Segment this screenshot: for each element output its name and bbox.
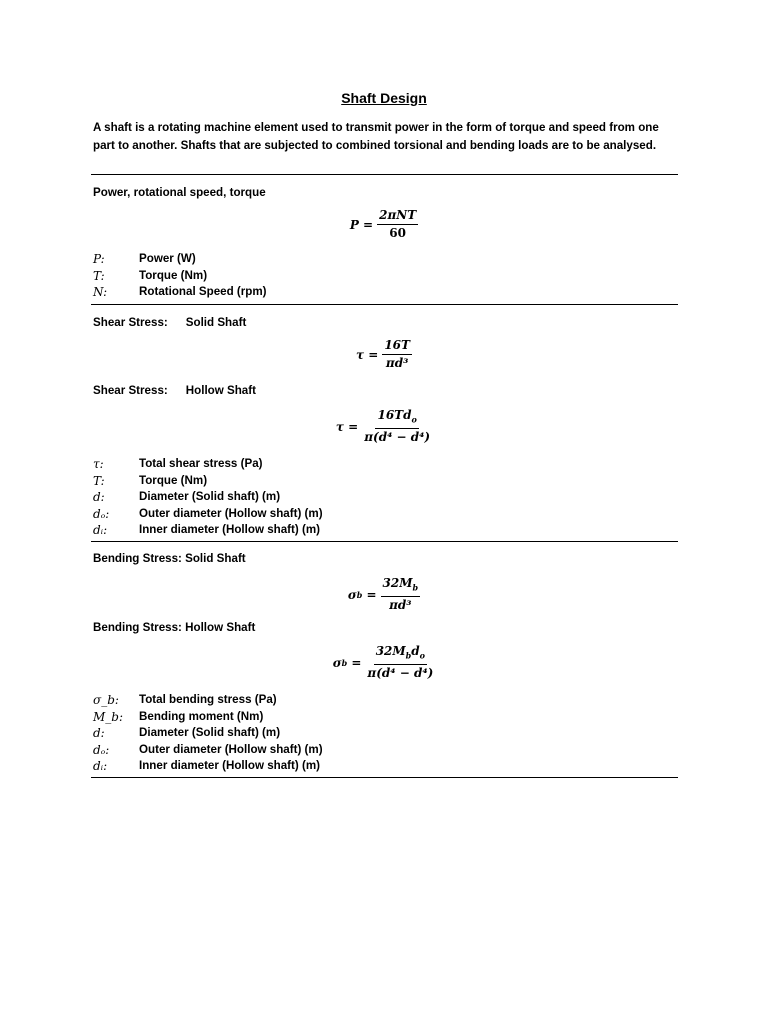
shear-solid-formula <box>0 338 768 371</box>
shear-hollow-heading-label: Shear Stress: <box>93 384 168 397</box>
definition-row <box>93 742 323 759</box>
bending-solid-numerator-sub: b <box>412 582 419 593</box>
definition-symbol: dₒ: <box>93 506 110 521</box>
intro-paragraph: A shaft is a rotating machine element used to transmit power in the form of torque and speed from one part to another. Shafts that are subjected to combined torsional and bending loads are to be analysed. <box>93 121 659 152</box>
definition-row <box>93 456 323 473</box>
bending-solid-formula-fraction <box>381 576 421 613</box>
definition-symbol: dᵢ: <box>93 523 108 538</box>
bending-solid-formula-lhs: σ b = <box>347 587 377 602</box>
bending-hollow-numerator-tail: d <box>411 644 420 658</box>
definition-symbol: d: <box>93 726 105 741</box>
definition-symbol: σ_b: <box>93 693 119 707</box>
definition-symbol: d: <box>93 490 105 505</box>
power-formula <box>0 208 768 241</box>
definition-row <box>93 522 323 539</box>
definition-row <box>93 758 323 775</box>
power-formula-numerator: 2πNT <box>377 208 418 225</box>
bending-hollow-formula-numerator <box>374 644 427 665</box>
definition-text: Torque (Nm) <box>139 473 208 487</box>
bending-hollow-formula <box>0 644 768 681</box>
bending-hollow-lhs-symbol: σ <box>332 655 342 670</box>
definition-row <box>93 268 267 285</box>
shear-hollow-formula-denominator: π(d⁴ − d⁴) <box>364 430 431 445</box>
bending-hollow-numerator-sub: b <box>405 650 412 661</box>
bending-hollow-formula-denominator: π(d⁴ − d⁴) <box>367 666 434 681</box>
bending-solid-formula <box>0 576 768 613</box>
definition-row <box>93 725 323 742</box>
bending-definitions <box>93 692 323 775</box>
shear-solid-formula-numerator: 16T <box>382 338 412 355</box>
definition-text: Diameter (Solid shaft) (m) <box>139 726 281 740</box>
shear-hollow-formula-numerator <box>375 408 418 429</box>
power-formula-lhs: P = <box>349 217 374 232</box>
section-divider <box>91 777 678 778</box>
definition-text: Outer diameter (Hollow shaft) (m) <box>139 742 323 756</box>
shear-solid-heading <box>93 315 246 331</box>
shear-solid-formula-lhs: τ = <box>356 347 379 362</box>
bending-hollow-formula-fraction <box>365 644 435 681</box>
bending-solid-numerator-main: 32M <box>382 576 413 590</box>
bending-hollow-heading: Bending Stress: Hollow Shaft <box>93 621 256 634</box>
bending-solid-formula-numerator <box>381 576 421 597</box>
section-divider <box>91 541 678 542</box>
power-heading: Power, rotational speed, torque <box>93 186 266 199</box>
shear-hollow-formula-fraction <box>362 408 432 445</box>
definition-row <box>93 489 323 506</box>
definition-row <box>93 284 267 301</box>
definition-text: Torque (Nm) <box>139 268 208 282</box>
section-divider <box>91 304 678 305</box>
shear-hollow-numerator-main: 16Td <box>377 408 412 422</box>
power-formula-denominator: 60 <box>389 226 406 240</box>
shear-solid-heading-sub: Solid Shaft <box>185 316 247 329</box>
shear-hollow-formula-lhs: τ = <box>335 419 359 434</box>
section-divider <box>91 174 678 175</box>
definition-symbol: dₒ: <box>93 742 110 757</box>
definition-text: Inner diameter (Hollow shaft) (m) <box>139 523 321 537</box>
power-formula-fraction <box>377 208 418 241</box>
shear-hollow-heading <box>93 383 256 399</box>
shear-solid-formula-fraction <box>382 338 412 371</box>
definition-row <box>93 692 323 709</box>
bending-hollow-lhs-sub: b <box>341 657 348 668</box>
bending-solid-lhs-symbol: σ <box>347 587 357 602</box>
definition-text: Power (W) <box>139 252 196 265</box>
definition-text: Outer diameter (Hollow shaft) (m) <box>139 506 323 520</box>
definition-symbol: T: <box>93 268 105 283</box>
shear-hollow-formula <box>0 408 768 445</box>
definition-row <box>93 506 323 523</box>
definition-symbol: τ: <box>93 457 104 471</box>
shear-hollow-heading-sub: Hollow Shaft <box>185 384 256 397</box>
definition-symbol: N: <box>93 285 108 300</box>
bending-hollow-formula-lhs: σ b = <box>332 655 362 670</box>
shear-hollow-numerator-sub: o <box>411 414 417 425</box>
shear-solid-formula-denominator: πd³ <box>385 356 409 370</box>
bending-solid-lhs-sub: b <box>356 589 363 600</box>
definition-text: Total bending stress (Pa) <box>139 693 277 706</box>
bending-hollow-numerator-tail-sub: o <box>419 650 425 661</box>
power-definitions <box>93 251 267 301</box>
definition-symbol: P: <box>93 252 105 266</box>
bending-hollow-numerator-main: 32M <box>375 644 406 658</box>
definition-row <box>93 473 323 490</box>
definition-text: Bending moment (Nm) <box>139 709 264 723</box>
definition-text: Rotational Speed (rpm) <box>139 285 267 299</box>
definition-row <box>93 251 267 268</box>
definition-text: Total shear stress (Pa) <box>139 457 263 470</box>
shear-solid-heading-label: Shear Stress: <box>93 316 168 329</box>
bending-solid-heading: Bending Stress: Solid Shaft <box>93 552 246 565</box>
definition-row <box>93 709 323 726</box>
definition-symbol: dᵢ: <box>93 759 108 774</box>
definition-text: Diameter (Solid shaft) (m) <box>139 490 281 504</box>
definition-symbol: T: <box>93 473 105 488</box>
page-title: Shaft Design <box>341 90 427 106</box>
shear-definitions <box>93 456 323 539</box>
definition-symbol: M_b: <box>93 709 124 724</box>
definition-text: Inner diameter (Hollow shaft) (m) <box>139 759 321 773</box>
bending-solid-formula-denominator: πd³ <box>389 598 412 613</box>
